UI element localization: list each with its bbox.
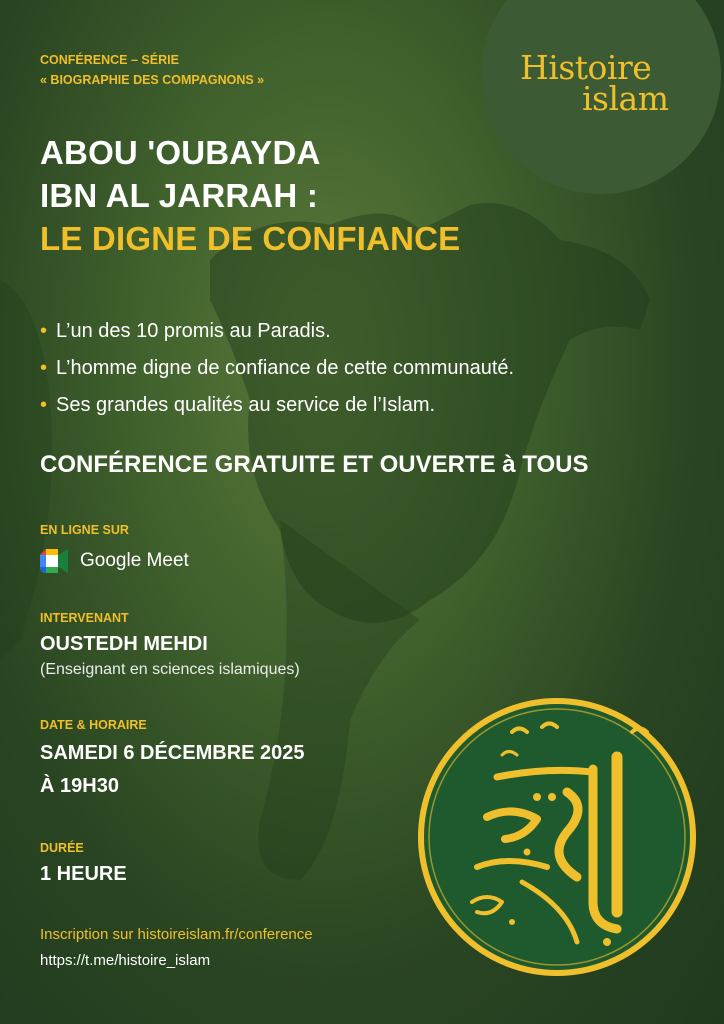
title-line-2: IBN AL JARRAH : [40, 176, 319, 214]
series-label [40, 50, 264, 90]
free-banner: CONFÉRENCE GRATUITE ET OUVERTE à TOUS [40, 451, 589, 478]
bullet-icon: • [40, 320, 48, 342]
event-date: SAMEDI 6 DÉCEMBRE 2025 [40, 742, 305, 764]
google-meet-icon [40, 549, 68, 573]
duration-value: 1 HEURE [40, 863, 127, 885]
event-time: À 19H30 [40, 775, 119, 797]
logo-line-2: islam [582, 79, 669, 119]
series-line-2: « BIOGRAPHIE DES COMPAGNONS » [40, 73, 265, 87]
series-line-1: CONFÉRENCE – SÉRIE [40, 53, 179, 67]
platform-name: Google Meet [80, 550, 189, 571]
histoire-islam-logo [520, 48, 690, 119]
list-item: • Ses grandes qualités au service de l’Islam. [40, 394, 436, 416]
speaker-role: (Enseignant en sciences islamiques) [40, 661, 300, 678]
duration-label: DURÉE [40, 841, 84, 855]
title-line-1: ABOU 'OUBAYDA [40, 134, 321, 171]
online-label: EN LIGNE SUR [40, 523, 129, 537]
logo-line-1: Histoire [520, 48, 652, 87]
bullet-icon: • [40, 394, 48, 416]
bullet-icon: • [40, 357, 48, 379]
calligraphy-medallion [417, 697, 697, 977]
google-meet-link[interactable] [40, 549, 189, 573]
registration-link[interactable]: Inscription sur histoireislam.fr/conference [40, 926, 313, 943]
telegram-link[interactable]: https://t.me/histoire_islam [40, 952, 211, 969]
list-item: • L’homme digne de confiance de cette communauté. [40, 357, 515, 379]
speaker-label: INTERVENANT [40, 611, 129, 625]
conference-title [40, 132, 460, 261]
highlights-list [40, 313, 514, 424]
title-line-3: LE DIGNE DE CONFIANCE [40, 219, 461, 257]
speaker-name: OUSTEDH MEHDI [40, 633, 208, 655]
schedule-label: DATE & HORAIRE [40, 718, 147, 732]
list-item: • L’un des 10 promis au Paradis. [40, 320, 331, 342]
